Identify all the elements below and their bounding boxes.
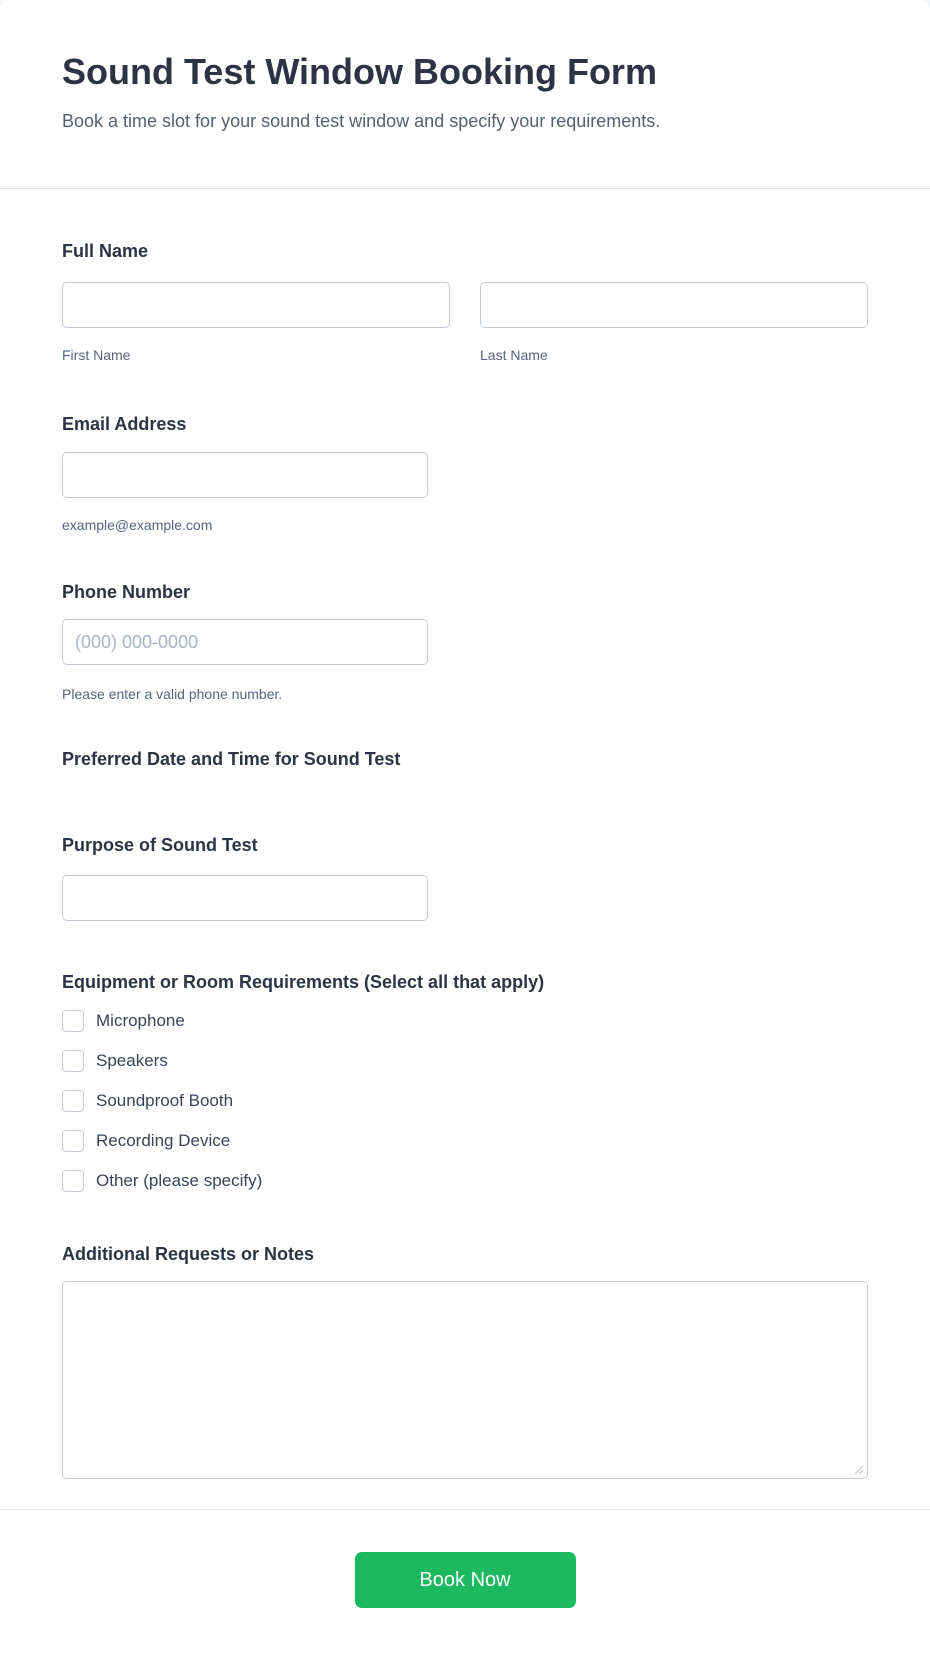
phone-label: Phone Number — [62, 582, 191, 602]
checkbox-option-other[interactable] — [62, 1169, 868, 1193]
field-datetime — [62, 748, 868, 770]
page-subtitle: Book a time slot for your sound test window and specify your requirements. — [62, 111, 661, 131]
form-body — [0, 240, 930, 1510]
full-name-label: Full Name — [62, 241, 149, 261]
last-name-input[interactable] — [480, 282, 868, 328]
page-title: Sound Test Window Booking Form — [62, 51, 657, 92]
equipment-checkbox-group — [62, 1009, 868, 1193]
email-sublabel: example@example.com — [62, 517, 213, 533]
checkbox-option-soundproof-booth[interactable] — [62, 1089, 868, 1113]
notes-textarea[interactable] — [62, 1281, 868, 1479]
datetime-label: Preferred Date and Time for Sound Test — [62, 749, 401, 769]
checkbox-option-label: Microphone — [96, 1011, 185, 1030]
phone-input[interactable] — [62, 619, 428, 665]
book-now-button[interactable]: Book Now — [355, 1552, 576, 1608]
field-full-name — [62, 240, 868, 363]
checkbox-icon[interactable] — [62, 1090, 84, 1112]
name-sublabels-row — [62, 347, 868, 363]
form-footer — [0, 1510, 930, 1659]
checkbox-icon[interactable] — [62, 1170, 84, 1192]
field-purpose — [62, 834, 868, 921]
checkbox-option-label: Recording Device — [96, 1131, 231, 1150]
last-name-sublabel: Last Name — [480, 347, 548, 363]
checkbox-option-label: Soundproof Booth — [96, 1091, 234, 1110]
field-email — [62, 413, 868, 533]
email-input[interactable] — [62, 452, 428, 498]
first-name-col — [62, 282, 450, 328]
checkbox-icon[interactable] — [62, 1010, 84, 1032]
notes-textarea-wrap — [62, 1281, 868, 1479]
checkbox-option-label: Other (please specify) — [96, 1171, 263, 1190]
checkbox-option-recording-device[interactable] — [62, 1129, 868, 1153]
checkbox-icon[interactable] — [62, 1130, 84, 1152]
field-equipment — [62, 971, 868, 1193]
phone-sublabel: Please enter a valid phone number. — [62, 686, 283, 702]
form-header — [0, 0, 930, 189]
email-label: Email Address — [62, 414, 187, 434]
notes-label: Additional Requests or Notes — [62, 1244, 315, 1264]
equipment-label: Equipment or Room Requirements (Select all that apply) — [62, 972, 545, 992]
field-phone — [62, 581, 868, 702]
field-notes — [62, 1243, 868, 1479]
first-name-input[interactable] — [62, 282, 450, 328]
purpose-label: Purpose of Sound Test — [62, 835, 258, 855]
checkbox-option-label: Speakers — [96, 1051, 168, 1070]
purpose-input[interactable] — [62, 875, 428, 921]
checkbox-option-microphone[interactable] — [62, 1009, 868, 1033]
checkbox-option-speakers[interactable] — [62, 1049, 868, 1073]
last-name-col — [480, 282, 868, 328]
checkbox-icon[interactable] — [62, 1050, 84, 1072]
name-inputs-row — [62, 282, 868, 328]
first-name-sublabel: First Name — [62, 347, 131, 363]
